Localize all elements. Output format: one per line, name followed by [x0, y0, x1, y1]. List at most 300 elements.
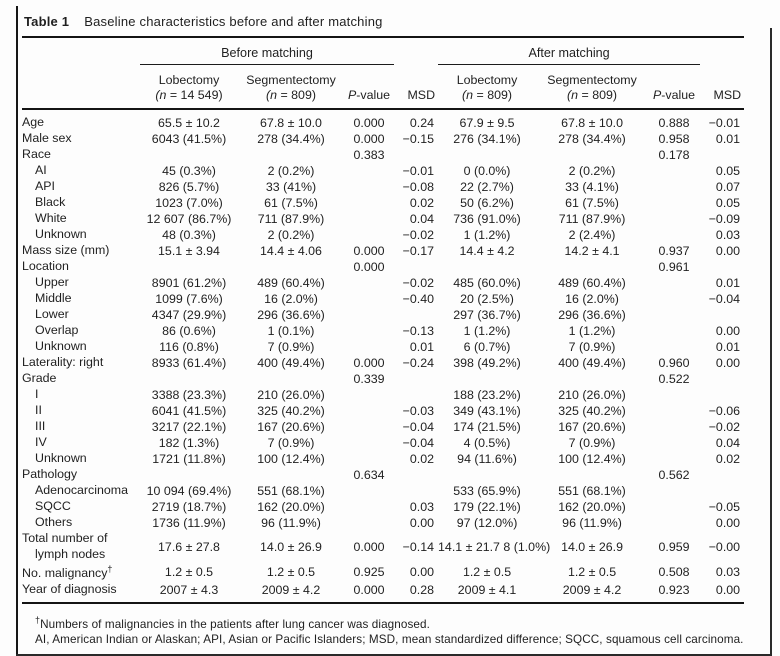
dagger-marker: † — [107, 564, 113, 574]
row-label: Others — [35, 515, 73, 530]
cell: 0.05 — [715, 196, 741, 210]
cell — [536, 259, 648, 275]
cell — [648, 435, 700, 451]
baseline-characteristics-table — [22, 38, 744, 604]
cell: 7 (0.9%) — [568, 436, 616, 450]
table-row — [22, 403, 744, 419]
cell: 1.2 ± 0.5 — [567, 564, 617, 579]
sample-size: (n = 809) — [462, 87, 512, 102]
cell: 1.2 ± 0.5 — [266, 564, 316, 579]
cell: −0.13 — [402, 324, 435, 338]
cell: 0.339 — [353, 372, 385, 386]
cell: 0.000 — [353, 260, 385, 274]
spacer-cell — [394, 38, 438, 65]
cell: 0.888 — [658, 116, 690, 130]
cell — [344, 339, 394, 355]
cell — [344, 211, 394, 227]
cell: 179 (22.1%) — [453, 500, 521, 514]
cell: 325 (40.2%) — [257, 404, 325, 418]
cell — [536, 147, 648, 163]
cell: 0.03 — [715, 228, 741, 242]
cell: 0.00 — [715, 582, 741, 597]
cell — [344, 451, 394, 467]
table-row — [22, 562, 744, 582]
cell — [536, 371, 648, 387]
cell: 3388 (23.3%) — [151, 388, 227, 402]
cell — [648, 387, 700, 403]
cell: 14.4 ± 4.06 — [260, 244, 322, 258]
cell: 0.04 — [715, 436, 741, 450]
cell — [648, 195, 700, 211]
cell — [394, 483, 438, 499]
cell: 22 (2.7%) — [460, 180, 514, 194]
cell: 15.1 ± 3.94 — [158, 244, 220, 258]
cell: 296 (36.6%) — [257, 308, 325, 322]
cell — [648, 419, 700, 435]
before-msd-header: MSD — [394, 65, 438, 110]
cell: 14.0 ± 26.9 — [561, 539, 623, 554]
row-label-column-header — [22, 65, 140, 110]
cell: 0.000 — [353, 116, 385, 130]
cell: 276 (34.1%) — [453, 132, 521, 146]
cell: 4347 (29.9%) — [151, 308, 227, 322]
cell — [648, 339, 700, 355]
table-number: Table 1 — [24, 14, 70, 29]
footnote-dagger — [22, 613, 744, 632]
cell: 67.8 ± 10.0 — [561, 116, 623, 130]
table-row — [22, 435, 744, 451]
cell: 14.0 ± 26.9 — [260, 539, 322, 554]
cell: 1023 (7.0%) — [155, 196, 223, 210]
table-row — [22, 355, 744, 371]
row-label: Age — [22, 115, 45, 130]
cell — [648, 291, 700, 307]
cell: 2 (0.2%) — [568, 164, 616, 178]
cell: 1 (1.2%) — [463, 324, 511, 338]
cell: 0 (0.0%) — [463, 164, 511, 178]
footnote-abbreviations: AI, American Indian or Alaskan; API, Asian or Pacific Islanders; MSD, mean standardized difference; SQCC, squamous cell carcinoma. — [35, 633, 744, 647]
cell: 0.02 — [409, 196, 435, 210]
cell — [700, 483, 744, 499]
cell: 0.05 — [715, 164, 741, 178]
cell: 2 (0.2%) — [267, 228, 315, 242]
cell: 0.00 — [715, 356, 741, 370]
table-row — [22, 582, 744, 603]
cell: 67.9 ± 9.5 — [459, 116, 515, 130]
table-row — [22, 227, 744, 243]
cell: 0.00 — [715, 324, 741, 338]
frame-border-left — [16, 6, 18, 656]
cell: −0.01 — [708, 116, 741, 130]
table-row — [22, 371, 744, 387]
row-label: Middle — [35, 291, 72, 306]
group-header-row — [22, 38, 744, 65]
cell — [344, 403, 394, 419]
cell: 33 (41%) — [265, 180, 317, 194]
row-label: Black — [35, 195, 66, 210]
cell: 0.04 — [409, 212, 435, 226]
before-lobectomy-header: Lobectomy (n = 14 549) — [140, 65, 238, 110]
column-header-row — [22, 65, 744, 110]
cell: 67.8 ± 10.0 — [260, 116, 322, 130]
cell: 398 (49.2%) — [453, 356, 521, 370]
cell: 167 (20.6%) — [257, 420, 325, 434]
cell: 2009 ± 4.2 — [562, 582, 622, 597]
cell: 489 (60.4%) — [257, 276, 325, 290]
table-row — [22, 419, 744, 435]
cell: 4 (0.5%) — [463, 436, 511, 450]
cell — [438, 371, 536, 387]
cell — [344, 515, 394, 531]
row-label: Unknown — [35, 451, 87, 466]
cell: 48 (0.3%) — [162, 228, 216, 242]
table-row — [22, 499, 744, 515]
cell: 0.01 — [715, 340, 741, 354]
table-row — [22, 387, 744, 403]
cell: 400 (49.4%) — [558, 356, 626, 370]
row-label: Upper — [35, 275, 69, 290]
row-label: AI — [35, 163, 47, 178]
cell: 0.937 — [658, 244, 690, 258]
table-row — [22, 531, 744, 562]
after-lobectomy-header: Lobectomy (n = 809) — [438, 65, 536, 110]
cell: 17.6 ± 27.8 — [158, 539, 220, 554]
cell: −0.17 — [402, 244, 435, 258]
cell: 0.508 — [658, 564, 690, 579]
cell: 3217 (22.1%) — [151, 420, 227, 434]
cell: 2 (0.2%) — [267, 164, 315, 178]
cell — [536, 467, 648, 483]
row-label: Overlap — [35, 323, 79, 338]
cell — [238, 147, 344, 163]
cell — [344, 435, 394, 451]
cell — [394, 387, 438, 403]
cell: 116 (0.8%) — [159, 340, 219, 354]
cell: 6 (0.7%) — [463, 340, 511, 354]
row-label: Unknown — [35, 227, 87, 242]
cell: 7 (0.9%) — [267, 340, 315, 354]
after-segmentectomy-header: Segmentectomy (n = 809) — [536, 65, 648, 110]
cell — [700, 307, 744, 323]
cell — [344, 291, 394, 307]
cell — [700, 371, 744, 387]
cell — [438, 147, 536, 163]
cell: 0.01 — [715, 132, 741, 146]
table-row — [22, 467, 744, 483]
cell: 100 (12.4%) — [257, 452, 325, 466]
cell: 278 (34.4%) — [257, 132, 325, 146]
cell: 162 (20.0%) — [558, 500, 626, 514]
cell — [344, 499, 394, 515]
cell — [648, 451, 700, 467]
cell: 0.03 — [715, 564, 741, 579]
cell — [344, 483, 394, 499]
cell: 2719 (18.7%) — [151, 500, 227, 514]
after-matching-header: After matching — [438, 38, 700, 65]
cell: 1.2 ± 0.5 — [164, 564, 214, 579]
cell: 94 (11.6%) — [457, 452, 517, 466]
table-row — [22, 515, 744, 531]
cell: 188 (23.2%) — [453, 388, 521, 402]
cell: −0.05 — [708, 500, 741, 514]
table-row — [22, 163, 744, 179]
cell: 6043 (41.5%) — [151, 132, 227, 146]
row-label: II — [35, 403, 42, 418]
row-label: Unknown — [35, 339, 87, 354]
table-row — [22, 195, 744, 211]
footnote-dagger-text: Numbers of malignancies in the patients after lung cancer was diagnosed. — [40, 617, 430, 631]
cell: −0.14 — [402, 539, 435, 554]
cell: −0.09 — [708, 212, 741, 226]
cell: 0.383 — [353, 148, 385, 162]
cell — [344, 179, 394, 195]
cell — [438, 259, 536, 275]
cell: −0.00 — [708, 539, 741, 554]
table-row — [22, 307, 744, 323]
row-label: Race — [22, 147, 51, 162]
cell: 0.958 — [658, 132, 690, 146]
cell: 61 (7.5%) — [565, 196, 619, 210]
cell — [238, 371, 344, 387]
cell: 297 (36.7%) — [453, 308, 521, 322]
row-label: Grade — [22, 371, 57, 386]
sample-size: (n = 809) — [266, 87, 316, 102]
row-label: Location — [22, 259, 69, 274]
row-label: Lower — [35, 307, 69, 322]
cell: 0.000 — [353, 244, 385, 258]
cell: 0.28 — [409, 582, 435, 597]
row-label: White — [35, 211, 67, 226]
cell: 6041 (41.5%) — [151, 404, 227, 418]
cell — [140, 467, 238, 483]
cell: 0.925 — [353, 564, 385, 579]
table-row — [22, 211, 744, 227]
cell — [648, 323, 700, 339]
cell: 0.959 — [658, 539, 690, 554]
cell: 1.2 ± 0.5 — [462, 564, 512, 579]
cell — [648, 163, 700, 179]
cell — [648, 275, 700, 291]
cell: 278 (34.4%) — [558, 132, 626, 146]
row-label: SQCC — [35, 499, 71, 514]
cell: 711 (87.9%) — [257, 212, 325, 226]
cell — [140, 259, 238, 275]
cell: −0.03 — [402, 404, 435, 418]
cell — [238, 259, 344, 275]
cell: 0.000 — [353, 582, 385, 597]
cell: 1 (1.2%) — [568, 324, 616, 338]
table-row — [22, 131, 744, 147]
cell: 0.07 — [715, 180, 741, 194]
cell: −0.15 — [402, 132, 435, 146]
sample-size: (n = 809) — [567, 87, 617, 102]
cell: 736 (91.0%) — [453, 212, 521, 226]
frame-border-right — [770, 28, 772, 656]
cell — [344, 195, 394, 211]
cell — [648, 227, 700, 243]
cell — [648, 483, 700, 499]
cell: 2007 ± 4.3 — [159, 582, 219, 597]
table-row — [22, 179, 744, 195]
cell: 0.03 — [409, 500, 435, 514]
cell — [648, 499, 700, 515]
row-label: Mass size (mm) — [22, 243, 110, 258]
cell: 0.000 — [353, 356, 385, 370]
cell — [700, 467, 744, 483]
cell: 182 (1.3%) — [158, 436, 220, 450]
cell: 7 (0.9%) — [568, 340, 616, 354]
cell: 50 (6.2%) — [460, 196, 514, 210]
cell: −0.04 — [402, 436, 435, 450]
table-row — [22, 451, 744, 467]
cell: 174 (21.5%) — [453, 420, 521, 434]
cell: 0.00 — [715, 516, 741, 530]
cell: 210 (26.0%) — [558, 388, 626, 402]
cell: 0.02 — [715, 452, 741, 466]
cell — [700, 259, 744, 275]
cell: 0.24 — [409, 116, 435, 130]
cell: 2 (2.4%) — [568, 228, 616, 242]
spacer-cell — [700, 38, 744, 65]
cell: 551 (68.1%) — [257, 484, 325, 498]
cell — [344, 307, 394, 323]
table-body — [22, 109, 744, 603]
cell: 0.01 — [715, 276, 741, 290]
cell: 0.960 — [658, 356, 690, 370]
cell: 65.5 ± 10.2 — [158, 116, 220, 130]
cell: 489 (60.4%) — [558, 276, 626, 290]
before-segmentectomy-header: Segmentectomy (n = 809) — [238, 65, 344, 110]
cell: 14.1 ± 21.7 8 (1.0%) — [438, 539, 551, 554]
table-row — [22, 275, 744, 291]
row-label: Laterality: right — [22, 355, 104, 370]
sample-size: (n = 14 549) — [155, 87, 223, 102]
cell — [648, 211, 700, 227]
cell — [394, 467, 438, 483]
dagger-marker: † — [35, 614, 41, 625]
cell: 325 (40.2%) — [558, 404, 626, 418]
cell: 0.178 — [658, 148, 690, 162]
cell — [700, 387, 744, 403]
cell: 0.000 — [353, 132, 385, 146]
cell: 20 (2.5%) — [460, 292, 514, 306]
cell: 100 (12.4%) — [558, 452, 626, 466]
cell: 296 (36.6%) — [558, 308, 626, 322]
cell: 12 607 (86.7%) — [146, 212, 232, 226]
cell: 162 (20.0%) — [257, 500, 325, 514]
row-label: IV — [35, 435, 47, 450]
cell: 0.02 — [409, 452, 435, 466]
cell: 1721 (11.8%) — [152, 452, 226, 466]
cell: 1736 (11.9%) — [152, 516, 226, 530]
cell — [394, 147, 438, 163]
cell: 0.634 — [353, 468, 385, 482]
row-label: Year of diagnosis — [22, 581, 117, 596]
row-label: Adenocarcinoma — [35, 483, 128, 498]
cell: 0.522 — [658, 372, 690, 386]
cell: 533 (65.9%) — [453, 484, 521, 498]
cell: 16 (2.0%) — [565, 292, 619, 306]
table-row — [22, 339, 744, 355]
cell: −0.08 — [402, 180, 435, 194]
cell: −0.06 — [708, 404, 741, 418]
cell: −0.24 — [402, 356, 435, 370]
before-matching-header: Before matching — [140, 38, 394, 65]
row-label: API — [35, 179, 55, 194]
cell — [140, 371, 238, 387]
cell: 8901 (61.2%) — [151, 276, 227, 290]
cell: −0.02 — [402, 276, 435, 290]
cell: 167 (20.6%) — [558, 420, 626, 434]
cell: 10 094 (69.4%) — [146, 484, 232, 498]
table-row — [22, 259, 744, 275]
row-label: Total number of lymph nodes — [22, 531, 108, 561]
cell: −0.04 — [402, 420, 435, 434]
cell: 0.00 — [715, 244, 741, 258]
cell — [394, 307, 438, 323]
cell: 0.01 — [409, 340, 435, 354]
cell: 826 (5.7%) — [158, 180, 220, 194]
cell — [438, 467, 536, 483]
row-label: No. malignancy† — [22, 564, 113, 581]
cell: −0.02 — [708, 420, 741, 434]
cell — [344, 227, 394, 243]
cell: 1099 (7.6%) — [155, 292, 223, 306]
after-pvalue-header: P-value — [648, 65, 700, 110]
cell: −0.40 — [402, 292, 435, 306]
cell: 2009 ± 4.1 — [457, 582, 517, 597]
cell: −0.04 — [708, 292, 741, 306]
table-row — [22, 483, 744, 499]
cell: 14.4 ± 4.2 — [459, 244, 515, 258]
table-row — [22, 291, 744, 307]
cell: 210 (26.0%) — [257, 388, 325, 402]
cell: 1 (1.2%) — [463, 228, 511, 242]
cell: 0.961 — [658, 260, 690, 274]
table-row — [22, 147, 744, 163]
cell: 485 (60.0%) — [453, 276, 521, 290]
cell: 0.00 — [409, 564, 435, 579]
cell: 8933 (61.4%) — [151, 356, 227, 370]
cell — [700, 147, 744, 163]
cell: −0.02 — [402, 228, 435, 242]
cell: 0.00 — [409, 516, 435, 530]
cell — [648, 179, 700, 195]
cell: 1 (0.1%) — [267, 324, 315, 338]
cell — [344, 323, 394, 339]
row-label: Pathology — [22, 467, 78, 482]
cell: 711 (87.9%) — [558, 212, 626, 226]
cell: 16 (2.0%) — [264, 292, 318, 306]
table-row — [22, 323, 744, 339]
cell — [648, 307, 700, 323]
cell — [344, 419, 394, 435]
cell: 14.2 ± 4.1 — [564, 244, 620, 258]
table-title: Baseline characteristics before and after matching — [84, 14, 383, 29]
cell — [648, 403, 700, 419]
cell: 2009 ± 4.2 — [261, 582, 321, 597]
cell: 0.000 — [353, 539, 385, 554]
table-caption — [22, 12, 744, 38]
footnotes — [22, 613, 744, 648]
cell: 97 (12.0%) — [456, 516, 518, 530]
after-msd-header: MSD — [700, 65, 744, 110]
before-pvalue-header: P-value — [344, 65, 394, 110]
cell — [344, 163, 394, 179]
cell — [394, 371, 438, 387]
cell — [394, 259, 438, 275]
cell — [344, 387, 394, 403]
